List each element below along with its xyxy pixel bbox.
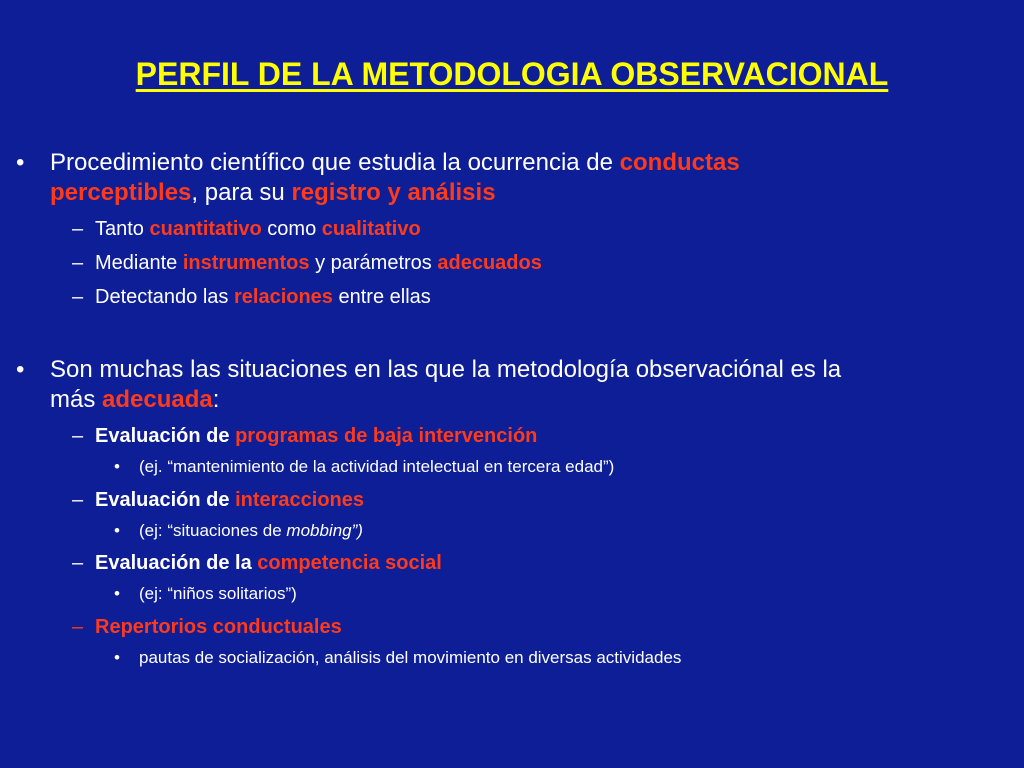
text-fragment: Evaluación de [95,489,236,511]
dash-marker: – [72,616,84,638]
emphasis-competencia-social: competencia social [257,552,442,574]
subbullet-text [95,614,1012,640]
dash-marker: – [72,425,84,447]
subbullet-instrumentos [72,250,1012,276]
bullet-procedimiento [16,148,1006,208]
text-fragment: Evaluación de [95,425,236,447]
emphasis-perceptibles: perceptibles [50,179,192,206]
text-fragment: Detectando las [95,286,234,308]
subbullet-text [95,423,1012,449]
bullet-marker: • [16,149,25,176]
text-fragment: Mediante [95,252,183,274]
subbullet-text [95,487,1012,513]
emphasis-cuantitativo: cuantitativo [149,218,262,240]
text-fragment: : [212,386,220,413]
subbullet-repertorios [72,614,1012,640]
emphasis-adecuada: adecuada [102,386,213,413]
text-fragment: como [261,218,322,240]
subbullet-programas [72,423,1012,449]
example-mobbing [114,520,1014,542]
text-fragment: Tanto [95,218,150,240]
emphasis-instrumentos: instrumentos [182,252,310,274]
example-text: (ej: “niños solitarios”) [139,584,297,603]
example-pautas [114,647,1014,669]
dash-marker: – [72,218,84,240]
text-fragment: Son muchas las situaciones en las que la metodología observaciónal es la [50,356,842,383]
emphasis-interacciones: interacciones [235,489,365,511]
dash-marker: – [72,489,84,511]
subbullet-relaciones [72,284,1012,310]
text-fragment: (ej: “situaciones de [139,521,287,540]
emphasis-programas: programas de baja intervención [235,425,538,447]
subbullet-text [95,550,1012,576]
bullet-situaciones [16,355,1006,415]
example-text: pautas de socialización, análisis del movimiento en diversas actividades [139,648,682,667]
bullet-marker: • [16,356,25,383]
emphasis-registro: registro y análisis [291,179,496,206]
text-fragment: más [50,386,103,413]
text-fragment: Procedimiento científico que estudia la ocurrencia de [50,149,620,176]
emphasis-relaciones: relaciones [233,286,333,308]
text-fragment: entre ellas [332,286,431,308]
dash-marker: – [72,252,84,274]
subbullet-text [95,250,1012,276]
subbullet-text [95,216,1012,242]
emphasis-conductas: conductas [619,149,740,176]
small-bullet-marker: • [114,521,120,540]
subbullet-text [95,284,1012,310]
text-fragment: y parámetros [309,252,438,274]
text-fragment: , para su [191,179,292,206]
emphasis-adecuados: adecuados [437,252,542,274]
emphasis-repertorios: Repertorios conductuales [95,616,342,638]
dash-marker: – [72,286,84,308]
bullet-text [50,355,1006,415]
dash-marker: – [72,552,84,574]
text-fragment: Evaluación de la [95,552,258,574]
emphasis-cualitativo: cualitativo [321,218,421,240]
small-bullet-marker: • [114,457,120,476]
subbullet-interacciones [72,487,1012,513]
italic-mobbing: mobbing”) [286,521,363,540]
slide-title: PERFIL DE LA METODOLOGIA OBSERVACIONAL [135,56,889,92]
subbullet-competencia [72,550,1012,576]
small-bullet-marker: • [114,648,120,667]
example-ninos [114,583,1014,605]
example-text [139,520,1014,542]
example-text: (ej. “mantenimiento de la actividad intelectual en tercera edad”) [139,457,615,476]
small-bullet-marker: • [114,584,120,603]
example-tercera-edad [114,456,1014,478]
bullet-text [50,148,1006,208]
subbullet-cuantitativo [72,216,1012,242]
